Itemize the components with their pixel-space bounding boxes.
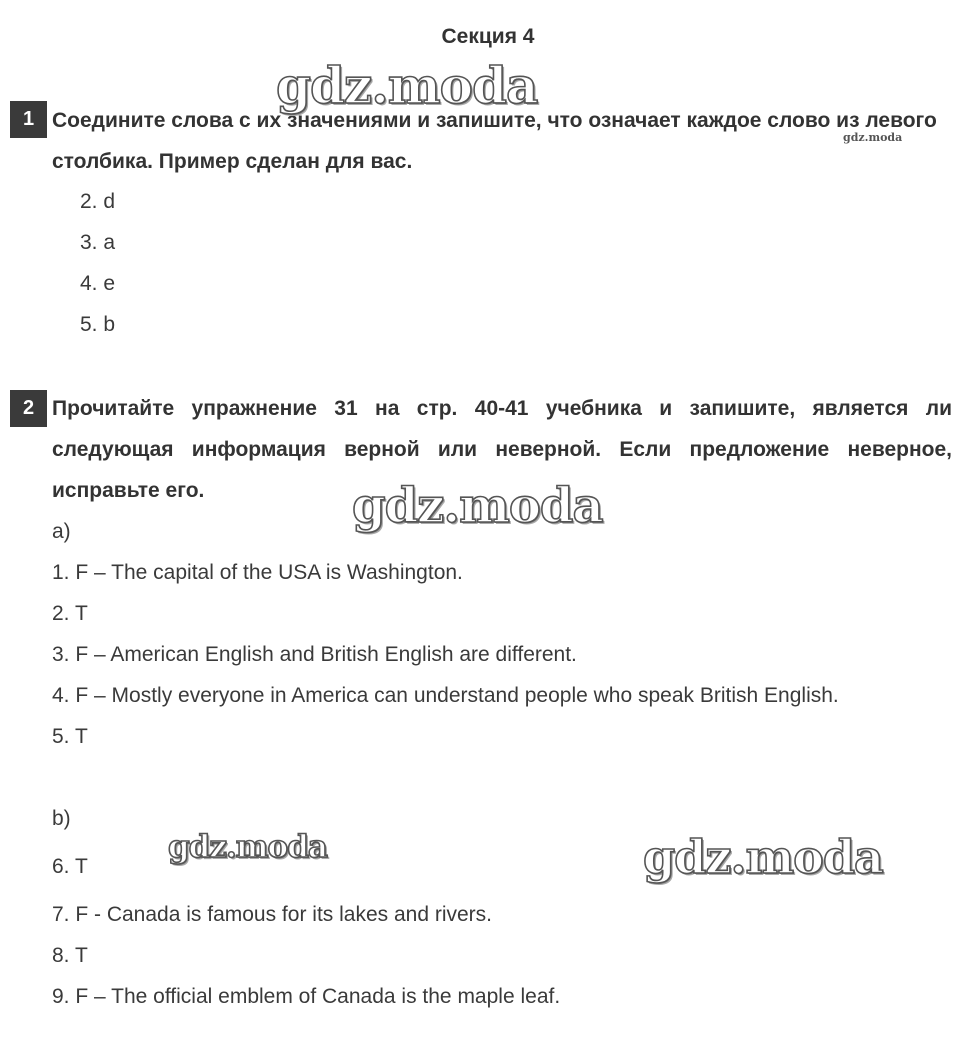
watermark-logo-small: gdz.moda	[843, 131, 903, 144]
answer-line: 2. T	[52, 602, 88, 625]
answer-line: 4. F – Mostly everyone in America can understand people who speak British English.	[52, 684, 839, 707]
task-1-instruction: Соедините слова с их значениями и запишите, что означает каждое слово из левого столбика. Пример сделан для вас.	[52, 109, 937, 173]
watermark-logo: gdz.moda	[643, 830, 883, 884]
answer-line: 8. T	[52, 944, 88, 967]
answer-line: 5. b	[80, 313, 116, 336]
page-title: Секция 4	[441, 25, 535, 48]
answer-line: 3. F – American English and British English are different.	[52, 643, 577, 666]
task-2-number-badge: 2	[10, 390, 47, 427]
answer-line: 2. d	[80, 190, 116, 213]
task-1-number-badge: 1	[10, 101, 47, 138]
answer-line: 9. F – The official emblem of Canada is the maple leaf.	[52, 985, 561, 1008]
answer-line: 5. T	[52, 725, 88, 748]
part-a-label: a)	[52, 520, 71, 543]
answer-line: 4. e	[80, 272, 116, 295]
answer-line: 7. F - Canada is famous for its lakes and rivers.	[52, 903, 493, 926]
answer-line: 3. a	[80, 231, 116, 254]
watermark-logo: gdz.moda	[168, 829, 327, 865]
answer-line: 1. F – The capital of the USA is Washington.	[52, 561, 463, 584]
watermark-logo: gdz.moda	[352, 478, 603, 534]
task-2-instruction: Прочитайте упражнение 31 на стр. 40-41 учебника и запишите, является ли следующая информация верной или неверной. Если предложение неверное, исправьте его.	[52, 397, 952, 502]
watermark-logo: gdz.moda	[276, 56, 538, 115]
answer-line: 6. T	[52, 855, 88, 878]
part-b-label: b)	[52, 807, 71, 830]
